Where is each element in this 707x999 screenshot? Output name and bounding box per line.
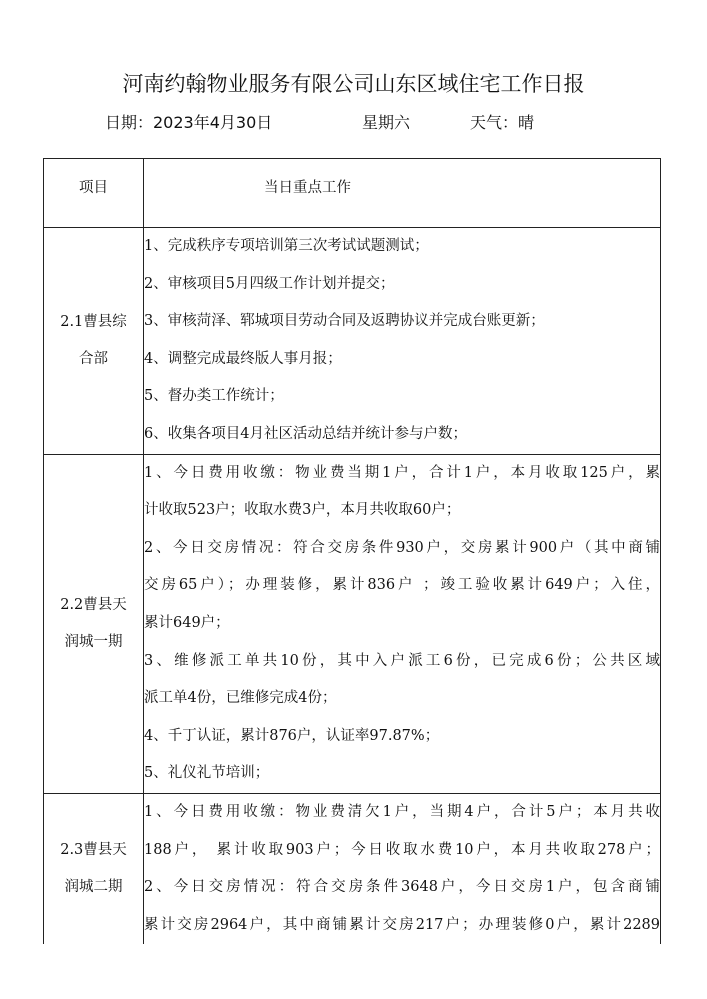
section-label (44, 454, 144, 793)
work-line: 5、礼仪礼节培训； (144, 765, 270, 782)
work-line: 4、调整完成最终版人事月报； (144, 350, 342, 367)
work-line: 2、今日交房情况：符合交房条件3648户，今日交房1户，包含商铺 (144, 879, 660, 896)
table-row (44, 793, 661, 944)
work-line: 3、维修派工单共10份，其中入户派工6份，已完成6份；公共区域 (144, 652, 660, 669)
table-row (44, 228, 661, 455)
work-line: 累计交房2964户，其中商铺累计交房217户；办理装修0户，累计2289 (144, 916, 660, 933)
section-label-line: 润城一期 (64, 633, 123, 650)
report-title: 河南约翰物业服务有限公司山东区域住宅工作日报 (122, 72, 585, 96)
section-label-line: 2.1曹县综 (60, 313, 127, 330)
report-weekday: 星期六 (362, 113, 411, 132)
work-line: 累计649户； (144, 614, 230, 631)
table-row (44, 454, 661, 793)
section-label-line: 2.2曹县天 (60, 596, 127, 613)
work-line: 2、今日交房情况：符合交房条件930户，交房累计900户（其中商铺 (144, 539, 660, 556)
work-line: 2、审核项目5月四级工作计划并提交； (144, 275, 395, 292)
section-content (144, 228, 661, 455)
header-item: 项目 (44, 159, 144, 228)
work-line: 3、审核菏泽、郓城项目劳动合同及返聘协议并完成台账更新； (144, 313, 545, 330)
section-label-line: 润城二期 (64, 879, 123, 896)
report-date: 日期：2023年4月30日 (105, 113, 273, 132)
report-weather: 天气：晴 (470, 113, 535, 132)
section-content (144, 454, 661, 793)
work-line: 1、完成秩序专项培训第三次考试试题测试； (144, 238, 429, 254)
work-line: 1、今日费用收缴：物业费清欠1户，当期4户，合计5户；本月共收 (144, 803, 660, 820)
work-line: 1、今日费用收缴：物业费当期1户，合计1户，本月收取125户，累 (144, 464, 660, 481)
section-label (44, 793, 144, 944)
report-meta (0, 110, 707, 134)
work-line: 188户， 累计收取903户；今日收取水费10户，本月共收取278户； (144, 841, 660, 858)
section-label (44, 228, 144, 455)
work-line: 计收取523户；收取水费3户，本月共收取60户； (144, 502, 461, 519)
work-line: 6、收集各项目4月社区活动总结并统计参与户数； (144, 425, 467, 442)
section-label-line: 合部 (79, 350, 108, 367)
work-line: 5、督办类工作统计； (144, 388, 284, 405)
work-line: 4、千丁认证，累计876户，认证率97.87%； (144, 727, 440, 744)
section-label-line: 2.3曹县天 (60, 842, 127, 859)
header-work: 当日重点工作 (144, 159, 661, 228)
work-line: 交房65户）；办理装修，累计836户 ；竣工验收累计649户；入住， (144, 577, 660, 594)
table-header-row (44, 159, 661, 228)
work-line: 派工单4份，已维修完成4份； (144, 690, 337, 707)
daily-work-table (43, 158, 661, 944)
section-content (144, 793, 661, 944)
